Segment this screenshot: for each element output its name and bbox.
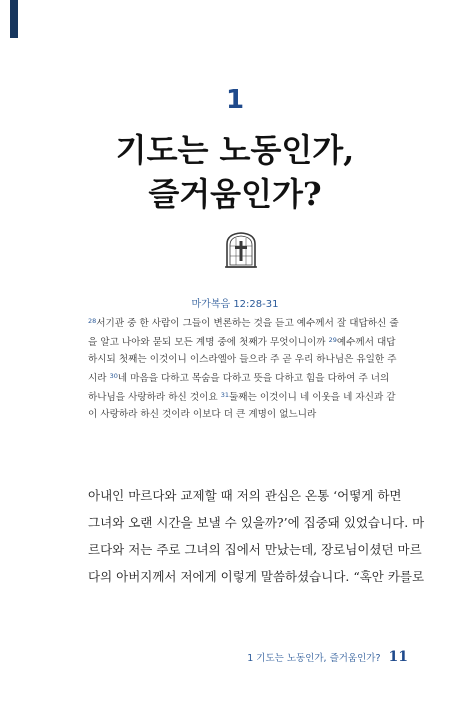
body-line-4: 다의 아버지께서 저에게 이렇게 말씀하셨습니다. “혹안 카를로 bbox=[88, 569, 425, 584]
page-footer bbox=[247, 649, 408, 665]
scripture-line-1 bbox=[88, 313, 399, 332]
chapter-title-line-2: 즐거움인가? bbox=[148, 175, 322, 213]
scripture-line-text: 하나님을 사랑하라 하신 것이요 bbox=[88, 392, 221, 403]
body-line-3: 르다와 저는 주로 그녀의 집에서 만났는데, 장로님이셨던 마르 bbox=[88, 542, 422, 557]
verse-number: 29 bbox=[328, 336, 337, 344]
body-line-2: 그녀와 오랜 시간을 보낼 수 있을까?’에 집중돼 있었습니다. 마 bbox=[88, 515, 425, 530]
scripture-line-5 bbox=[88, 387, 396, 406]
top-edge-bar bbox=[10, 0, 18, 38]
scripture-line-text: 둘째는 이것이니 네 이웃을 네 자신과 같 bbox=[228, 392, 396, 403]
scripture-line-text: 서기관 중 한 사람이 그들이 변론하는 것을 듣고 예수께서 잘 대답하신 줄 bbox=[96, 318, 399, 329]
verse-number: 31 bbox=[220, 391, 229, 399]
verse-number: 28 bbox=[88, 317, 97, 325]
verse-number: 30 bbox=[109, 372, 118, 380]
scripture-line-text: 이 사랑하라 하신 것이라 이보다 더 큰 계명이 없느니라 bbox=[88, 409, 317, 420]
chapter-title-line-1: 기도는 노동인가, bbox=[115, 131, 355, 169]
scripture-line-2 bbox=[88, 332, 396, 351]
chapter-number: 1 bbox=[225, 85, 245, 115]
scripture-line-3 bbox=[88, 351, 397, 368]
scripture-line-text: 예수께서 대답 bbox=[336, 337, 396, 348]
body-line-1: 아내인 마르다와 교제할 때 저의 관심은 온통 ‘어떻게 하면 bbox=[88, 488, 402, 503]
scripture-line-text: 하시되 첫째는 이것이니 이스라엘아 들으라 주 곧 우리 하나님은 유일한 주 bbox=[88, 354, 397, 365]
running-title: 1 기도는 노동인가, 즐거움인가? bbox=[247, 653, 381, 664]
body-paragraph bbox=[88, 482, 425, 590]
chapter-title bbox=[0, 128, 470, 216]
scripture-line-6 bbox=[88, 406, 380, 423]
scripture-line-text: 네 마음을 다하고 목숨을 다하고 뜻을 다하고 힘을 다하여 주 너의 bbox=[117, 373, 390, 384]
scripture-passage bbox=[88, 313, 399, 423]
scripture-reference: 마가복음 12:28-31 bbox=[191, 299, 279, 310]
scripture-line-4 bbox=[88, 368, 390, 387]
scripture-line-text: 을 알고 나아와 묻되 모든 계명 중에 첫째가 무엇이니이까 bbox=[88, 337, 329, 348]
scripture-line-text: 시라 bbox=[88, 373, 110, 384]
church-window-cross-icon bbox=[224, 232, 258, 268]
page-number: 11 bbox=[388, 649, 408, 665]
